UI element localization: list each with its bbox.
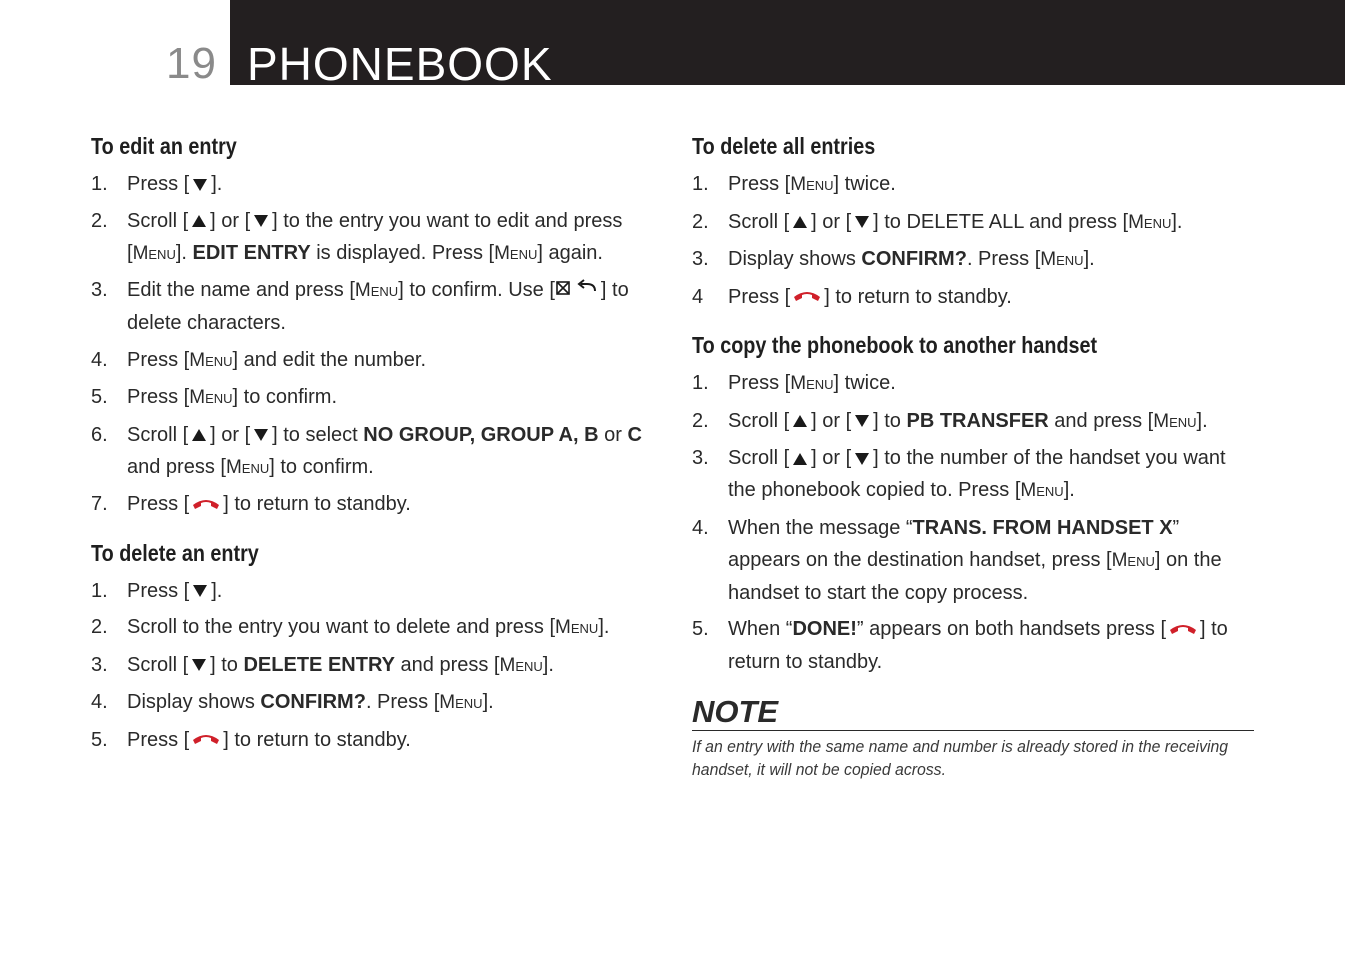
- list-item: [692, 206, 1254, 239]
- step-text: Press [: [728, 372, 791, 395]
- section-title: To delete an entry: [91, 539, 259, 566]
- display-message: DONE!: [792, 618, 857, 641]
- up-arrow-icon: [192, 215, 206, 227]
- end-call-icon: [190, 489, 222, 521]
- step-text: Edit the name and press [: [127, 279, 355, 301]
- step-text: ] and edit the number.: [232, 348, 426, 371]
- step-number: 4.: [91, 348, 108, 371]
- step-text: and press [: [1048, 409, 1154, 432]
- left-column: [91, 130, 661, 772]
- delete-all-section: [692, 130, 1254, 313]
- step-text: Press [: [127, 493, 190, 515]
- list-item: [91, 611, 661, 644]
- step-text: ].: [211, 579, 223, 602]
- down-arrow-icon: [855, 453, 869, 465]
- step-text: Display shows: [728, 248, 862, 270]
- menu-key-label: Menu: [790, 174, 834, 195]
- right-column: [692, 130, 1254, 781]
- step-text: is displayed. Press [: [310, 241, 495, 264]
- step-text: Scroll [: [127, 653, 189, 676]
- display-message: CONFIRM?: [260, 691, 366, 714]
- list-item: [91, 419, 661, 484]
- list-item: [692, 613, 1254, 678]
- step-text: ].: [482, 691, 494, 714]
- down-arrow-icon: [192, 659, 206, 671]
- back-icon: [555, 275, 601, 307]
- list-item: [91, 575, 661, 607]
- step-text: . Press [: [966, 248, 1041, 270]
- step-text: ].: [1196, 409, 1208, 432]
- step-text: ] to select: [272, 423, 364, 446]
- display-message: C: [627, 423, 642, 446]
- section-title: To edit an entry: [91, 133, 237, 159]
- note-box: [692, 694, 1254, 781]
- section-title: To delete all entries: [692, 133, 876, 159]
- step-number: 2.: [91, 209, 108, 232]
- list-item: [91, 344, 661, 377]
- page-title: PHONEBOOK: [247, 38, 553, 90]
- step-text: Scroll [: [127, 423, 189, 446]
- step-number: 6.: [91, 423, 108, 446]
- end-call-icon: [190, 724, 222, 756]
- step-text: and press [: [127, 455, 226, 478]
- step-text: Press [: [127, 579, 190, 602]
- menu-key-label: Menu: [1020, 480, 1064, 502]
- step-text: ] to return to standby.: [223, 493, 411, 515]
- section-title: To copy the phonebook to another handset: [692, 332, 1098, 359]
- up-arrow-icon: [192, 429, 206, 441]
- delete-entry-steps: [91, 575, 661, 757]
- down-arrow-icon: [193, 585, 207, 597]
- step-text: ” appears on both handsets press [: [856, 618, 1167, 641]
- step-text: ] to return to standby.: [824, 285, 1012, 308]
- step-number: 3.: [91, 279, 108, 301]
- step-text: and press [: [394, 653, 500, 676]
- list-item: [91, 686, 661, 719]
- step-text: ] to the number of the handset you want the phonebook copied to. Press [: [728, 447, 1226, 502]
- step-text: Press [: [127, 728, 190, 751]
- display-message: DELETE ENTRY: [243, 653, 395, 676]
- end-call-icon: [791, 281, 823, 313]
- step-number: 2.: [692, 409, 709, 432]
- delete-entry-section: [91, 537, 661, 757]
- menu-key-label: Menu: [494, 242, 538, 264]
- step-text: Press [: [127, 173, 190, 195]
- list-item: [692, 442, 1254, 507]
- step-text: ].: [542, 653, 554, 676]
- step-number: 7.: [91, 493, 108, 515]
- step-text: ] to confirm. Use [: [398, 279, 555, 301]
- step-text: ] or [: [811, 210, 852, 233]
- step-number: 3.: [692, 248, 709, 270]
- step-number: 2.: [692, 210, 709, 233]
- list-item: [692, 405, 1254, 438]
- display-message: CONFIRM?: [861, 248, 967, 270]
- list-item: [692, 367, 1254, 400]
- step-text: ].: [1063, 479, 1075, 502]
- display-message: NO GROUP, GROUP A, B: [363, 423, 599, 446]
- step-text: ] to confirm.: [269, 455, 374, 478]
- step-number: 2.: [91, 616, 108, 639]
- menu-key-label: Menu: [132, 242, 176, 264]
- step-number: 1.: [692, 173, 709, 195]
- step-number: 1.: [91, 579, 108, 602]
- down-arrow-icon: [254, 215, 268, 227]
- step-text: Display shows: [127, 691, 261, 714]
- step-text: ] or [: [811, 409, 852, 432]
- step-text: Press [: [127, 386, 190, 408]
- step-number: 3.: [91, 653, 108, 676]
- list-item: [91, 274, 661, 339]
- step-text: ].: [1083, 248, 1095, 270]
- note-text: If an entry with the same name and number is already stored in the receiving handset, it will not be copied across.: [692, 736, 1229, 779]
- step-number: 4.: [692, 516, 709, 539]
- step-text: ] to return to standby.: [728, 618, 1228, 673]
- step-number: 1.: [91, 173, 108, 195]
- menu-key-label: Menu: [1040, 249, 1084, 270]
- menu-key-label: Menu: [439, 692, 483, 714]
- edit-entry-steps: [91, 168, 661, 521]
- menu-key-label: Menu: [189, 349, 233, 371]
- step-text: Scroll [: [728, 447, 790, 470]
- step-text: ] or [: [210, 423, 251, 446]
- step-text: ] to: [210, 653, 244, 676]
- up-arrow-icon: [793, 453, 807, 465]
- menu-key-label: Menu: [225, 456, 270, 478]
- menu-key-label: Menu: [555, 617, 599, 639]
- step-text: ] again.: [537, 241, 603, 264]
- display-message: PB TRANSFER: [906, 409, 1049, 432]
- step-text: ].: [598, 616, 610, 639]
- step-text: Scroll [: [127, 209, 189, 232]
- list-item: [91, 205, 661, 270]
- down-arrow-icon: [254, 429, 268, 441]
- list-item: [692, 168, 1254, 201]
- step-text: ] to DELETE ALL and press [: [873, 210, 1129, 233]
- step-text: ] twice.: [833, 173, 896, 195]
- step-text: ” appears on the destination handset, press [: [728, 516, 1180, 571]
- display-message: EDIT ENTRY: [192, 241, 311, 264]
- title-bar: [230, 0, 1345, 90]
- step-text: ] to confirm.: [232, 386, 338, 408]
- step-text: ].: [1171, 210, 1183, 233]
- menu-key-label: Menu: [499, 654, 543, 676]
- step-text: ] or [: [811, 447, 852, 470]
- step-text: Scroll to the entry you want to delete and press [: [127, 616, 556, 639]
- up-arrow-icon: [793, 216, 807, 228]
- step-text: or: [598, 423, 628, 446]
- step-text: Press [: [728, 173, 791, 195]
- step-text: ] or [: [210, 209, 251, 232]
- step-text: ] on the handset to start the copy process.: [728, 548, 1222, 604]
- up-arrow-icon: [793, 415, 807, 427]
- list-item: [91, 488, 661, 521]
- step-number: 4: [692, 285, 704, 308]
- menu-key-label: Menu: [1153, 410, 1197, 432]
- step-text: ] twice.: [833, 372, 896, 395]
- step-number: 5.: [692, 618, 709, 641]
- step-text: Press [: [728, 285, 791, 308]
- note-title: NOTE: [692, 694, 1254, 731]
- down-arrow-icon: [855, 216, 869, 228]
- list-item: [692, 512, 1254, 609]
- menu-key-label: Menu: [1128, 211, 1172, 233]
- page-number: 19: [166, 39, 217, 88]
- end-call-icon: [1167, 614, 1199, 646]
- list-item: [692, 243, 1254, 276]
- step-number: 1.: [692, 372, 709, 395]
- step-text: ].: [211, 173, 223, 195]
- list-item: [91, 381, 661, 414]
- step-text: ] to return to standby.: [223, 728, 411, 751]
- copy-phonebook-steps: [692, 367, 1254, 678]
- menu-key-label: Menu: [790, 373, 834, 395]
- step-text: . Press [: [365, 691, 440, 714]
- down-arrow-icon: [855, 415, 869, 427]
- display-message: TRANS. FROM HANDSET X: [912, 516, 1173, 539]
- menu-key-label: Menu: [1111, 549, 1155, 571]
- step-text: ] to: [873, 409, 907, 432]
- step-text: ].: [175, 241, 193, 264]
- step-number: 3.: [692, 447, 709, 470]
- step-text: ] to delete characters.: [127, 279, 629, 334]
- step-number: 4.: [91, 691, 108, 714]
- step-text: Scroll [: [728, 409, 790, 432]
- list-item: [91, 168, 661, 200]
- step-number: 5.: [91, 728, 108, 751]
- menu-key-label: Menu: [189, 387, 233, 408]
- down-arrow-icon: [193, 179, 207, 191]
- step-text: Press [: [127, 348, 190, 371]
- menu-key-label: Menu: [354, 280, 399, 301]
- edit-entry-section: [91, 130, 661, 521]
- step-text: When the message “: [728, 516, 913, 539]
- list-item: [91, 724, 661, 757]
- delete-all-steps: [692, 168, 1254, 313]
- list-item: [692, 281, 1254, 314]
- step-number: 5.: [91, 386, 108, 408]
- step-text: ] to the entry you want to edit and press [: [127, 209, 623, 264]
- list-item: [91, 649, 661, 682]
- copy-phonebook-section: [692, 329, 1254, 678]
- step-text: When “: [728, 618, 793, 641]
- step-text: Scroll [: [728, 210, 790, 233]
